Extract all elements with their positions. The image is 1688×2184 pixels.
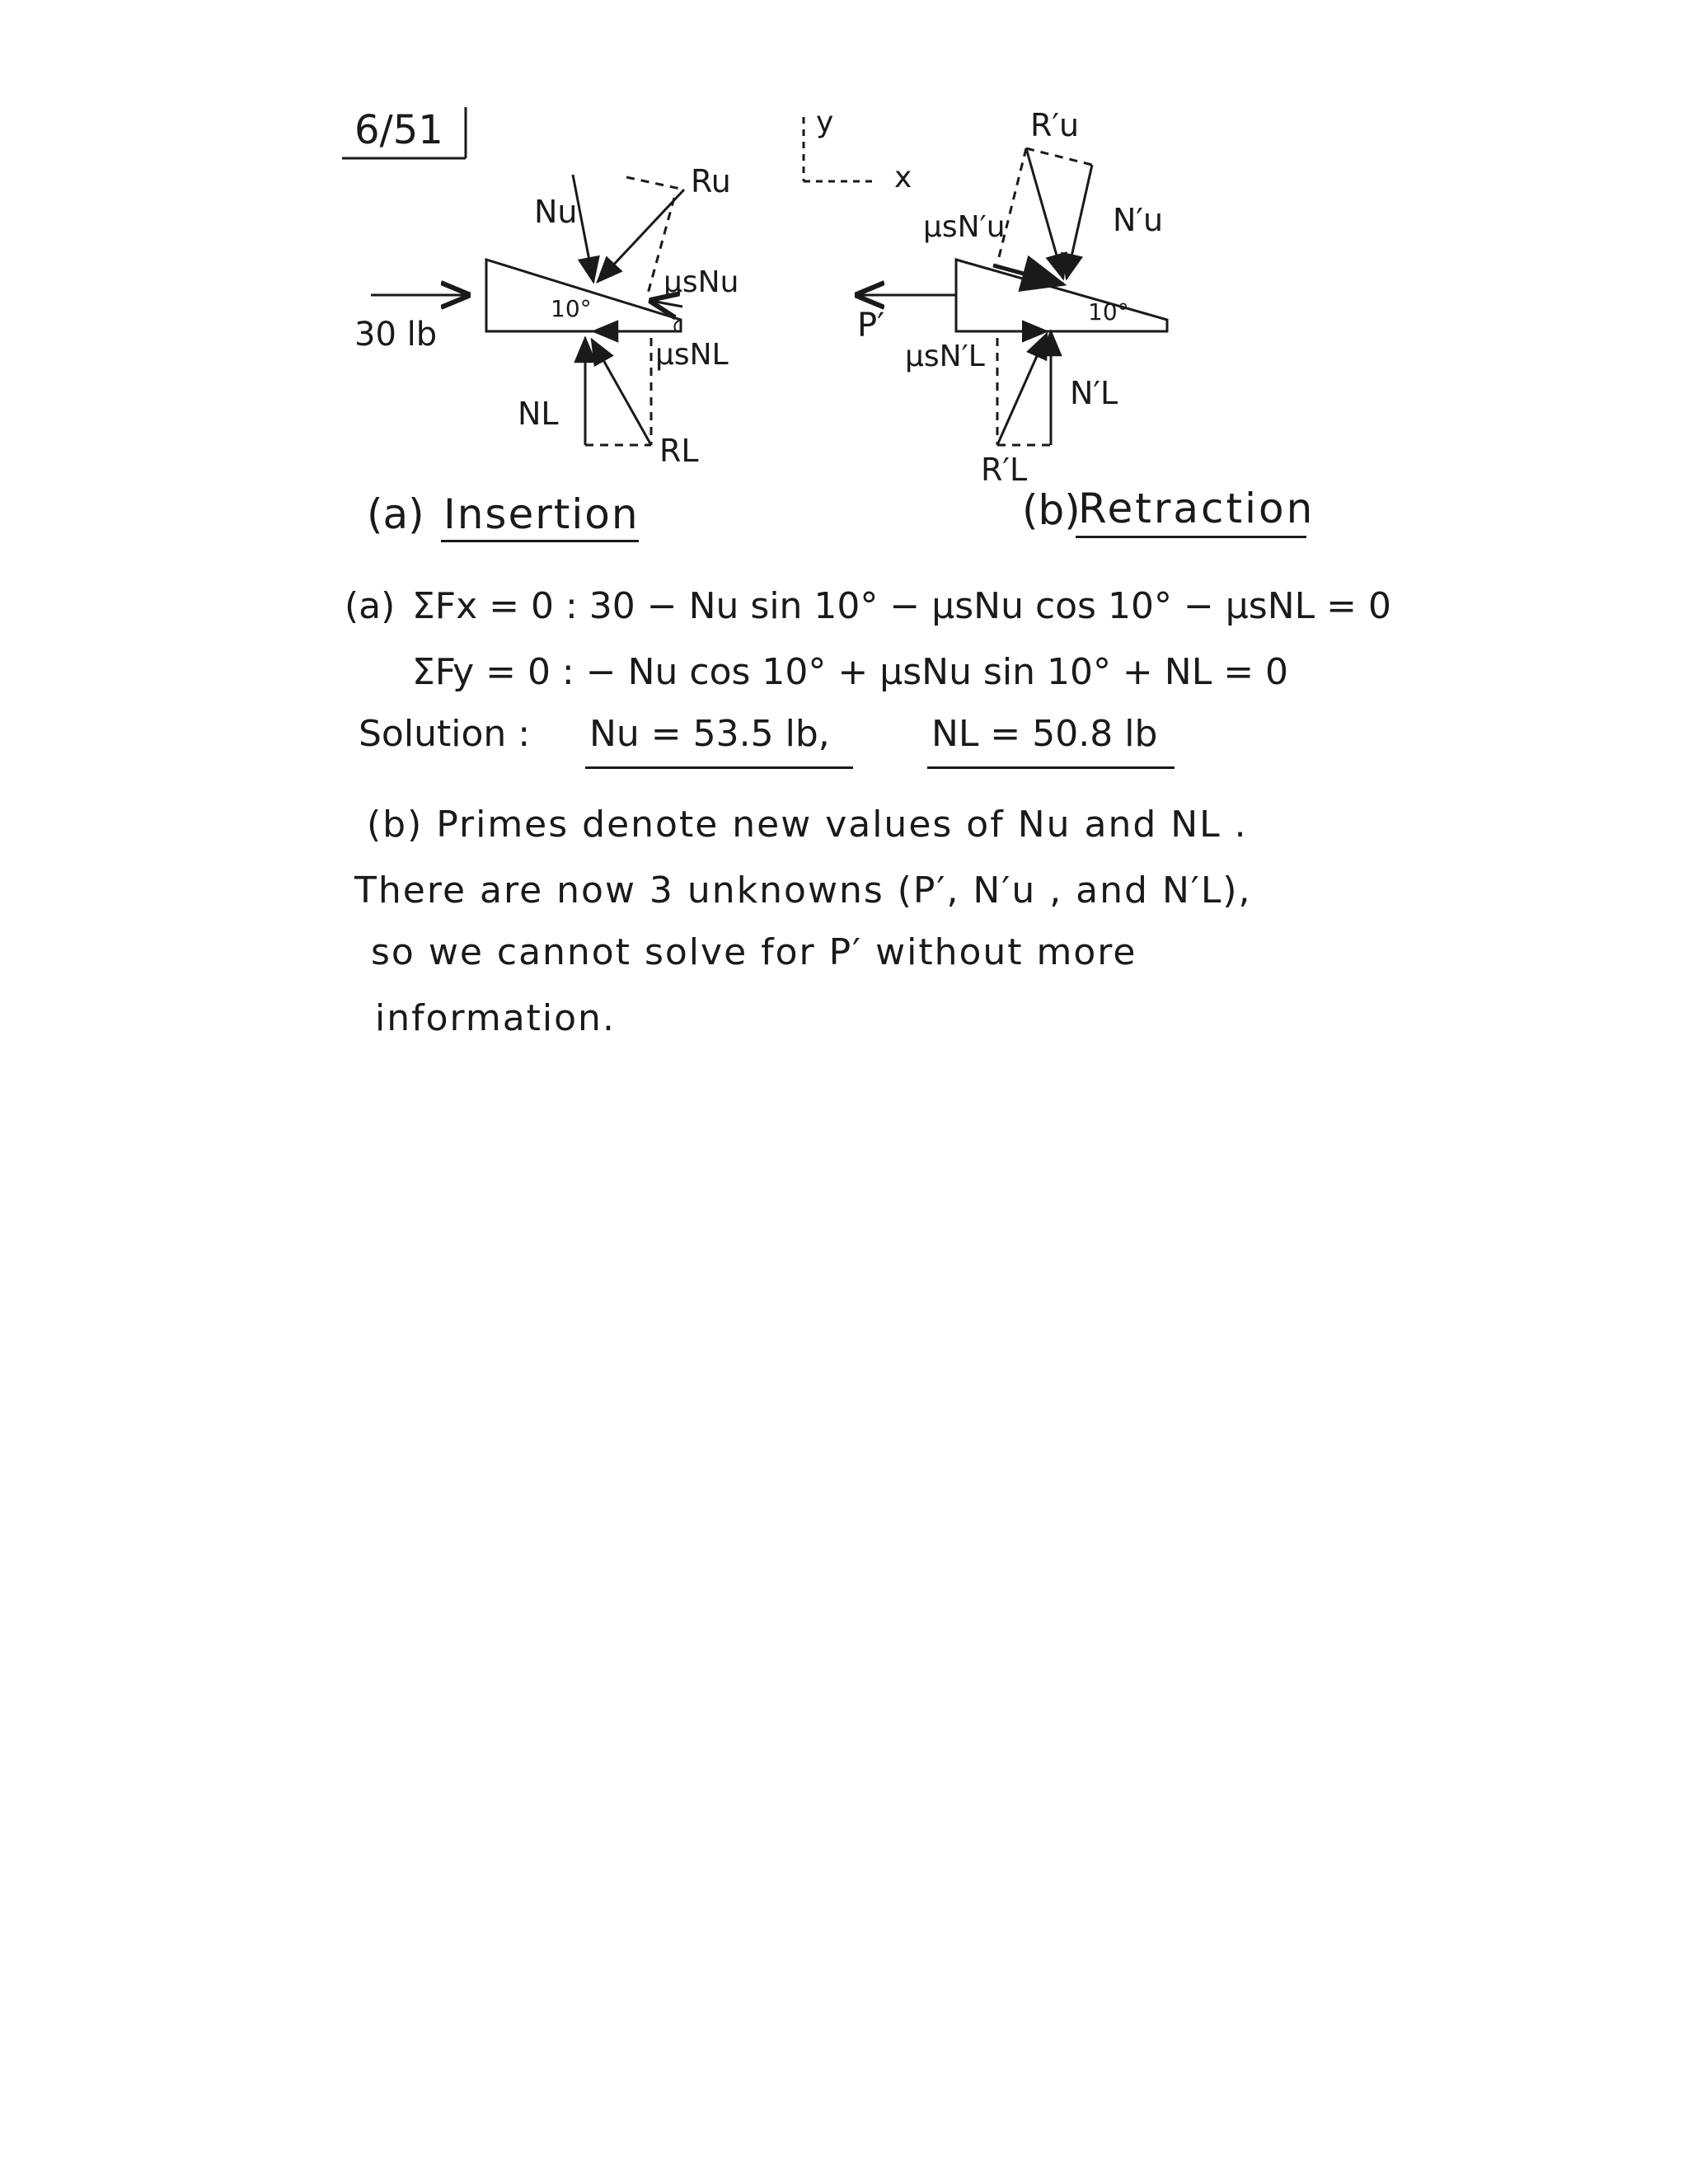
figure-a-caption-underline xyxy=(441,540,639,542)
figure-b-rl-label: R′L xyxy=(981,452,1028,488)
figure-b-force-label: P′ xyxy=(857,307,885,344)
figure-b-lower-reaction xyxy=(993,331,1051,445)
equations-label: (a) xyxy=(345,585,396,627)
figure-b-caption-prefix: (b) xyxy=(1022,486,1081,534)
solution-nl-underline xyxy=(927,766,1175,769)
figure-a-friction-upper-label: μsNu xyxy=(663,265,739,299)
solution-nl: NL = 50.8 lb xyxy=(931,713,1158,755)
figure-b-nu-label: N′u xyxy=(1113,202,1164,238)
figure-a-nu-label: Nu xyxy=(534,194,578,230)
solution-nu-underline xyxy=(585,766,853,769)
equation-sum-fy: ΣFy = 0 : − Nu cos 10° + μsNu sin 10° + NL = 0 xyxy=(412,651,1289,693)
figure-a-lower-reaction xyxy=(585,331,651,445)
part-b-line-4: information. xyxy=(375,997,616,1039)
figure-b-upper-reaction xyxy=(993,148,1092,284)
part-b-line-2: There are now 3 unknowns (P′, N′u , and N′L), xyxy=(354,869,1252,912)
part-b-line-3: so we cannot solve for P′ without more xyxy=(371,931,1137,973)
axis-x-label: x xyxy=(894,161,912,194)
solution-nu: Nu = 53.5 lb, xyxy=(589,713,830,755)
figure-b-caption-underline xyxy=(1076,536,1306,538)
figure-a-friction-lower-label: μsNL xyxy=(655,338,729,372)
figure-b-ru-label: R′u xyxy=(1030,107,1080,143)
figure-a-angle-label: 10° xyxy=(551,295,592,322)
figure-b-friction-lower-label: μsN′L xyxy=(905,340,985,373)
problem-number: 6/51 xyxy=(354,107,443,153)
equation-sum-fx: ΣFx = 0 : 30 − Nu sin 10° − μsNu cos 10° − μsNL = 0 xyxy=(412,585,1391,627)
axis-y-label: y xyxy=(816,105,834,139)
coordinate-axes xyxy=(804,117,874,181)
figure-b-friction-upper-label: μsN′u xyxy=(923,210,1006,244)
figure-a-rl-label: RL xyxy=(659,433,699,469)
figure-b-nl-label: N′L xyxy=(1070,375,1118,411)
solution-label: Solution : xyxy=(359,713,531,755)
figure-a-nl-label: NL xyxy=(518,396,559,432)
figure-a-caption: Insertion xyxy=(443,490,640,538)
figure-b-caption: Retraction xyxy=(1078,485,1315,532)
part-b-line-1: (b) Primes denote new values of Nu and NL . xyxy=(367,804,1248,846)
figure-a-ru-label: Ru xyxy=(691,163,731,199)
figure-b-angle-label: 10° xyxy=(1088,298,1129,326)
figure-a-force-label: 30 lb xyxy=(354,316,438,354)
figure-a-caption-prefix: (a) xyxy=(367,490,424,538)
